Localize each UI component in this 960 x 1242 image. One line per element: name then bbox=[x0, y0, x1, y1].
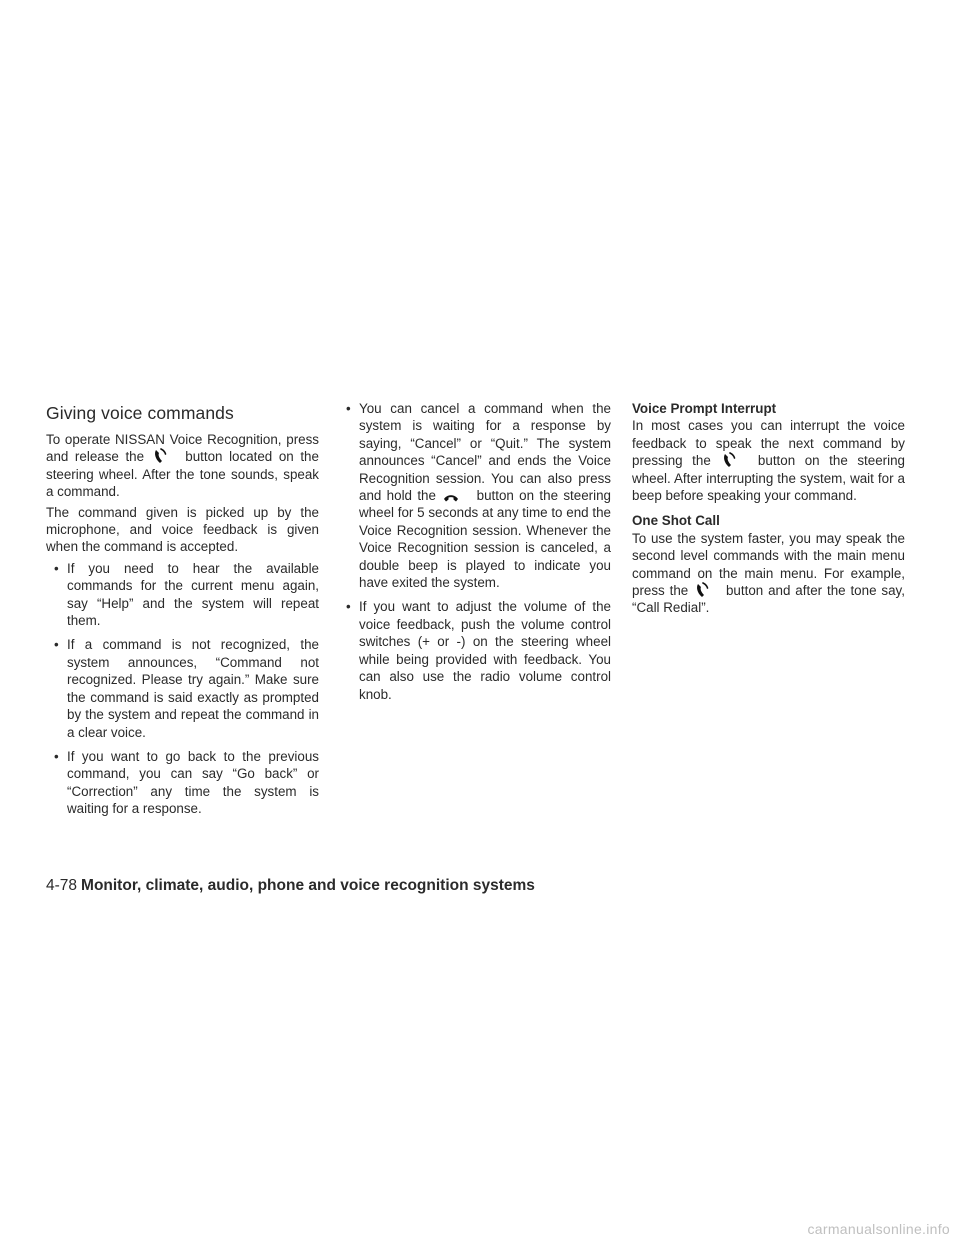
column-right bbox=[632, 400, 905, 620]
page-footer bbox=[46, 876, 535, 896]
phone-hangup-icon bbox=[443, 492, 459, 504]
section-heading: Giving voice commands bbox=[46, 403, 234, 423]
talk-button-icon bbox=[722, 452, 736, 469]
bullet-list-left bbox=[46, 560, 319, 818]
bullet-list-middle bbox=[338, 400, 611, 703]
page-number: 4-78 bbox=[46, 877, 78, 894]
voice-prompt-heading: Voice Prompt Interrupt bbox=[632, 401, 777, 416]
list-item: • You can cancel a command when the system is waiting for a response by saying, “Cancel” or “Quit.” The system announces “Cancel” and ends the Voice Recognition session. You can also press and hold the button on the steering wheel for 5 seconds at any time to end the Voice Recognition session. Whenever the Voice Recognition session is canceled, a double beep is played to indicate you have exited the system. bbox=[346, 401, 611, 591]
list-item: • If you want to adjust the volume of the voice feedback, push the volume control switches (+ or -) on the steering wheel while being provided with feedback. You can also use the radio volume control knob. bbox=[346, 599, 611, 702]
list-item: • If a command is not recognized, the system announces, “Command not recognized. Please try again.” Make sure the command is said exactly as prompted by the system and repeat the command in a clear voice. bbox=[54, 637, 319, 740]
watermark: carmanualsonline.info bbox=[807, 1221, 950, 1237]
one-shot-heading: One Shot Call bbox=[632, 513, 720, 529]
list-item: • If you want to go back to the previous command, you can say “Go back” or “Correction” any time the system is waiting for a response. bbox=[54, 748, 319, 817]
column-middle bbox=[338, 400, 611, 710]
intro-paragraph-1: To operate NISSAN Voice Recognition, press and release the button located on the steering wheel. After the tone sounds, speak a command. bbox=[46, 432, 319, 500]
column-left bbox=[46, 400, 319, 825]
talk-button-icon bbox=[695, 582, 709, 599]
list-item: • If you need to hear the available commands for the current menu again, say “Help” and the system will repeat them. bbox=[54, 560, 319, 629]
voice-prompt-paragraph: In most cases you can interrupt the voice feedback to speak the next command by pressing the button on the steering wheel. After interrupting the system, wait for a beep before speaking your command. bbox=[632, 418, 905, 504]
chapter-title: Monitor, climate, audio, phone and voice recognition systems bbox=[81, 877, 535, 894]
one-shot-paragraph: To use the system faster, you may speak the second level commands with the main menu command on the main menu. For example, press the button and after the tone say, “Call Redial”. bbox=[632, 530, 905, 616]
talk-button-icon bbox=[153, 448, 167, 465]
intro-paragraph-2: The command given is picked up by the microphone, and voice feedback is given when the command is accepted. bbox=[46, 504, 319, 555]
